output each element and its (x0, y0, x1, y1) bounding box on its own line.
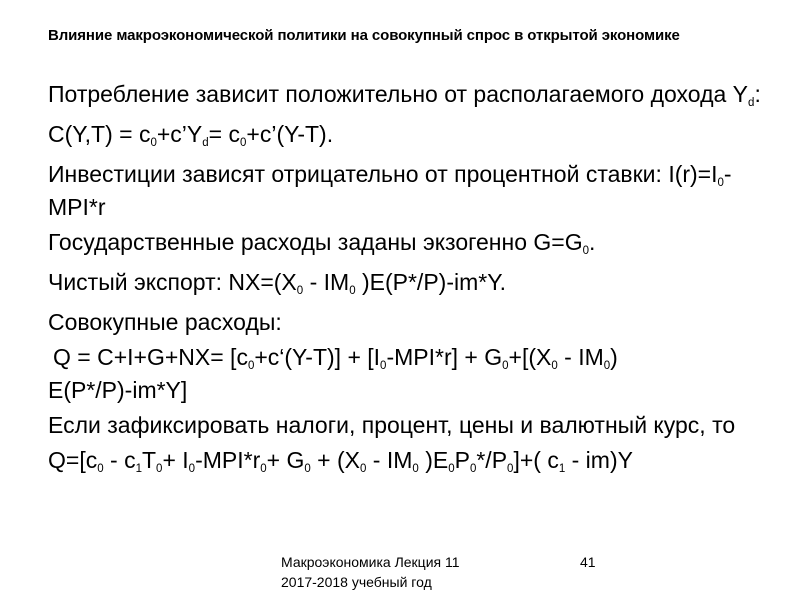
q1-part: +c‘(Y-T)] + [I (254, 344, 381, 370)
aggregate-label: Совокупные расходы: (48, 309, 282, 335)
q1-sub: 0 (380, 360, 387, 373)
q2-sub: 0 (304, 463, 311, 476)
government-paragraph (48, 228, 768, 261)
q2-part: -MPI*r (195, 447, 261, 473)
q2-part: - c (103, 447, 136, 473)
net-export-paragraph (48, 268, 768, 301)
q2-sub: 1 (135, 463, 142, 476)
cf-part: +c’Y (156, 121, 203, 147)
cf-sub: d (202, 137, 209, 150)
cf-part: C(Y,T) = c (48, 121, 151, 147)
fix-paragraph: Если зафиксировать налоги, процент, цены и валютный курс, то (48, 412, 736, 438)
nx-part: Чистый экспорт: NX=(X (48, 269, 297, 295)
investment-paragraph (48, 160, 768, 221)
consumption-subscript: d (748, 97, 755, 110)
q1-part: - IM (557, 344, 604, 370)
cf-part: = c (208, 121, 240, 147)
q1-part: +[(X (508, 344, 552, 370)
aggregate-formula-continued: E(P*/P)-im*Y] (48, 377, 188, 403)
nx-part: - IM (303, 269, 350, 295)
q1-sub: 0 (502, 360, 509, 373)
q2-part: )E (418, 447, 449, 473)
aggregate-formula (48, 343, 768, 376)
cf-sub: 0 (150, 137, 157, 150)
consumption-paragraph (48, 80, 768, 113)
q1-part: ) (610, 344, 618, 370)
q2-part: T (141, 447, 157, 473)
gov-part: Государственные расходы заданы экзогенно G=G (48, 229, 583, 255)
q2-part: Q=[c (48, 447, 98, 473)
nx-part: )E(P*/P)-im*Y. (355, 269, 506, 295)
q1-sub: 0 (247, 360, 255, 373)
q1-sub: 0 (551, 360, 558, 373)
investment-tail: -MPI*r (48, 161, 732, 220)
q2-sub: 0 (360, 463, 367, 476)
nx-sub: 0 (296, 285, 304, 298)
q2-sub: 0 (507, 463, 514, 476)
cf-sub: 0 (240, 137, 247, 150)
q2-sub: 0 (97, 463, 104, 476)
q2-part: P (454, 447, 470, 473)
q2-part: - IM (366, 447, 413, 473)
q1-part: -MPI*r] + G (386, 344, 503, 370)
q2-part: - im)Y (565, 447, 633, 473)
q2-sub: 0 (469, 463, 477, 476)
footer-course-line1: Макроэкономика Лекция 11 (281, 554, 460, 570)
q2-sub: 0 (448, 463, 455, 476)
footer-course-line2: 2017-2018 учебный год (281, 574, 432, 590)
q2-sub: 1 (558, 463, 566, 476)
q1-part: Q = C+I+G+NX= [c (53, 344, 248, 370)
q2-part: + G (266, 447, 305, 473)
consumption-text: Потребление зависит положительно от располагаемого дохода Y (48, 81, 749, 107)
q1-sub: 0 (603, 360, 611, 373)
consumption-formula (48, 120, 768, 153)
q2-part: */P (476, 447, 508, 473)
final-formula (48, 446, 768, 479)
nx-sub: 0 (349, 285, 356, 298)
footer-course (281, 552, 460, 592)
gov-sub: 0 (582, 245, 589, 258)
consumption-colon: : (754, 81, 761, 107)
cf-part: +c’(Y-T). (246, 121, 334, 147)
investment-text: Инвестиции зависят отрицательно от процентной ставки: I(r)=I (48, 161, 718, 187)
q2-part: + I (162, 447, 189, 473)
q2-sub: 0 (156, 463, 163, 476)
gov-part: . (589, 229, 596, 255)
slide-title: Влияние макроэкономической политики на совокупный спрос в открытой экономике (48, 27, 680, 44)
q2-part: ]+( c (513, 447, 559, 473)
slide-body (48, 80, 768, 486)
q2-sub: 0 (260, 463, 267, 476)
q2-part: + (X (310, 447, 360, 473)
investment-subscript: 0 (717, 177, 724, 190)
q2-sub: 0 (412, 463, 419, 476)
q2-sub: 0 (188, 463, 196, 476)
page-number: 41 (580, 554, 596, 570)
